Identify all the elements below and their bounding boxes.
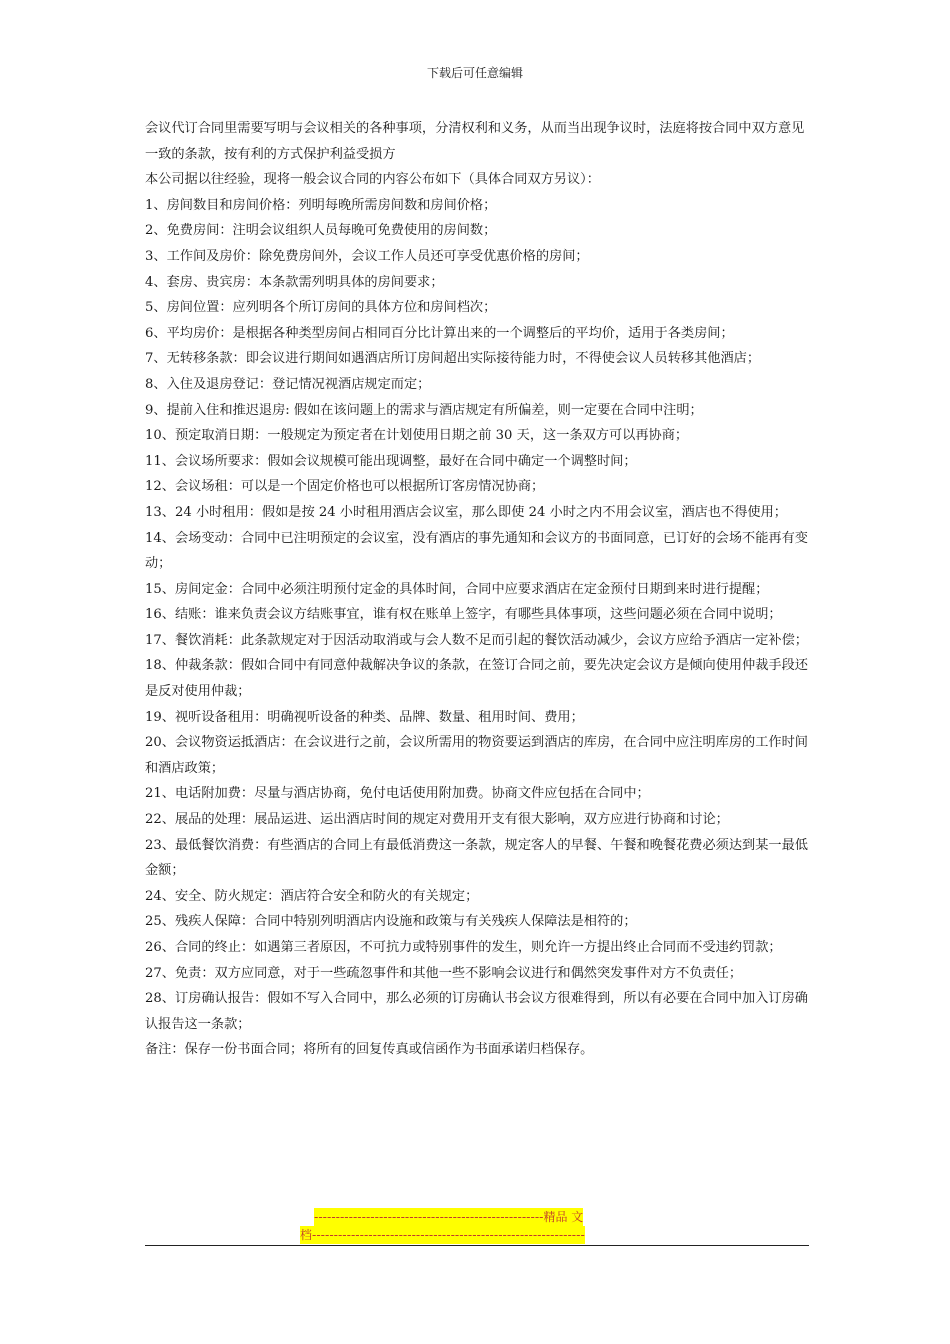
clause-item: 20、会议物资运抵酒店：在会议进行之前，会议所需用的物资要运到酒店的库房，在合同中应注明库房的工作时间和酒店政策； — [145, 735, 808, 776]
clause-item: 14、会场变动：合同中已注明预定的会议室，没有酒店的事先通知和会议方的书面同意，已订好的会场不能再有变动； — [145, 530, 808, 572]
clause-item: 4、套房、贵宾房：本条款需列明具体的房间要求； — [145, 274, 444, 290]
clause-item: 12、会议场租：可以是一个固定价格也可以根据所订客房情况协商； — [145, 479, 545, 495]
clause-item: 1、房间数目和房间价格：列明每晚所需房间数和房间价格； — [145, 197, 497, 213]
clause-item: 23、最低餐饮消费：有些酒店的合同上有最低消费这一条款，规定客人的早餐、午餐和晚餐花费必须达到某一最低金额； — [145, 837, 808, 879]
clause-item: 28、订房确认报告：假如不写入合同中，那么必须的订房确认书会议方很难得到，所以有必要在合同中加入订房确认报告这一条款； — [145, 991, 808, 1032]
footer-watermark-line-2: 档--------------------------------------------------------------- — [300, 1228, 585, 1242]
clause-item: 10、预定取消日期：一般规定为预定者在计划使用日期之前 30 天，这一条双方可以再协商； — [145, 428, 689, 444]
note-paragraph: 备注：保存一份书面合同；将所有的回复传真或信函作为书面承诺归档保存。 — [145, 1042, 594, 1058]
clause-item: 27、免责：双方应同意，对于一些疏忽事件和其他一些不影响会议进行和偶然突发事件对方不负责任； — [145, 965, 743, 981]
clause-item: 7、无转移条款：即会议进行期间如遇酒店所订房间超出实际接待能力时，不得使会议人员转移其他酒店； — [145, 351, 761, 367]
footer-watermark-line-1: -----------------------------------------------------精品 文 — [314, 1210, 584, 1224]
footer-watermark — [300, 1208, 650, 1244]
clause-item: 9、提前入住和推迟退房: 假如在该问题上的需求与酒店规定有所偏差，则一定要在合同中注明； — [145, 402, 703, 418]
footer-divider — [145, 1245, 809, 1246]
clause-item: 5、房间位置：应列明各个所订房间的具体方位和房间档次； — [145, 300, 497, 316]
clause-item: 13、24 小时租用：假如是按 24 小时租用酒店会议室，那么即使 24 小时之内不用会议室，酒店也不得使用； — [145, 504, 787, 520]
intro-paragraph: 会议代订合同里需要写明与会议相关的各种事项，分清权利和义务，从而当出现争议时，法庭将按合同中双方意见一致的条款，按有利的方式保护利益受损方 — [145, 121, 805, 162]
clause-item: 17、餐饮消耗：此条款规定对于因活动取消或与会人数不足而引起的餐饮活动减少，会议方应给予酒店一定补偿； — [145, 632, 808, 648]
clause-item: 24、安全、防火规定：酒店符合安全和防火的有关规定； — [145, 888, 479, 904]
clause-item: 2、免费房间：注明会议组织人员每晚可免费使用的房间数； — [145, 223, 497, 239]
clause-item: 6、平均房价：是根据各种类型房间占相同百分比计算出来的一个调整后的平均价，适用于各类房间； — [145, 325, 734, 341]
page-header: 下载后可任意编辑 — [426, 66, 523, 80]
clause-item: 11、会议场所要求：假如会议规模可能出现调整，最好在合同中确定一个调整时间； — [145, 453, 637, 469]
intro-paragraph-2: 本公司据以往经验，现将一般会议合同的内容公布如下（具体合同双方另议）： — [145, 172, 600, 188]
clause-item: 3、工作间及房价：除免费房间外，会议工作人员还可享受优惠价格的房间； — [145, 248, 589, 264]
clause-item: 21、电话附加费：尽量与酒店协商，免付电话使用附加费。协商文件应包括在合同中； — [145, 786, 650, 802]
clause-item: 26、合同的终止：如遇第三者原因，不可抗力或特别事件的发生，则允许一方提出终止合同而不受违约罚款； — [145, 940, 782, 955]
clause-item: 16、结账：谁来负责会议方结账事宜，谁有权在账单上签字，有哪些具体事项，这些问题必须在合同中说明； — [145, 607, 782, 623]
clause-item: 8、入住及退房登记：登记情况视酒店规定而定； — [145, 376, 431, 392]
clause-item: 25、残疾人保障：合同中特别列明酒店内设施和政策与有关残疾人保障法是相符的； — [145, 914, 637, 930]
clause-item: 18、仲裁条款：假如合同中有同意仲裁解决争议的条款，在签订合同之前，要先决定会议方是倾向使用仲裁手段还是反对使用仲裁； — [145, 658, 808, 700]
clause-item: 15、房间定金：合同中必须注明预付定金的具体时间，合同中应要求酒店在定金预付日期到来时进行提醒； — [145, 581, 769, 597]
clause-item: 22、展品的处理：展品运进、运出酒店时间的规定对费用开支有很大影响，双方应进行协商和讨论； — [145, 812, 729, 828]
document-body — [145, 116, 809, 1063]
clause-item: 19、视听设备租用：明确视听设备的种类、品牌、数量、租用时间、费用； — [145, 709, 584, 725]
